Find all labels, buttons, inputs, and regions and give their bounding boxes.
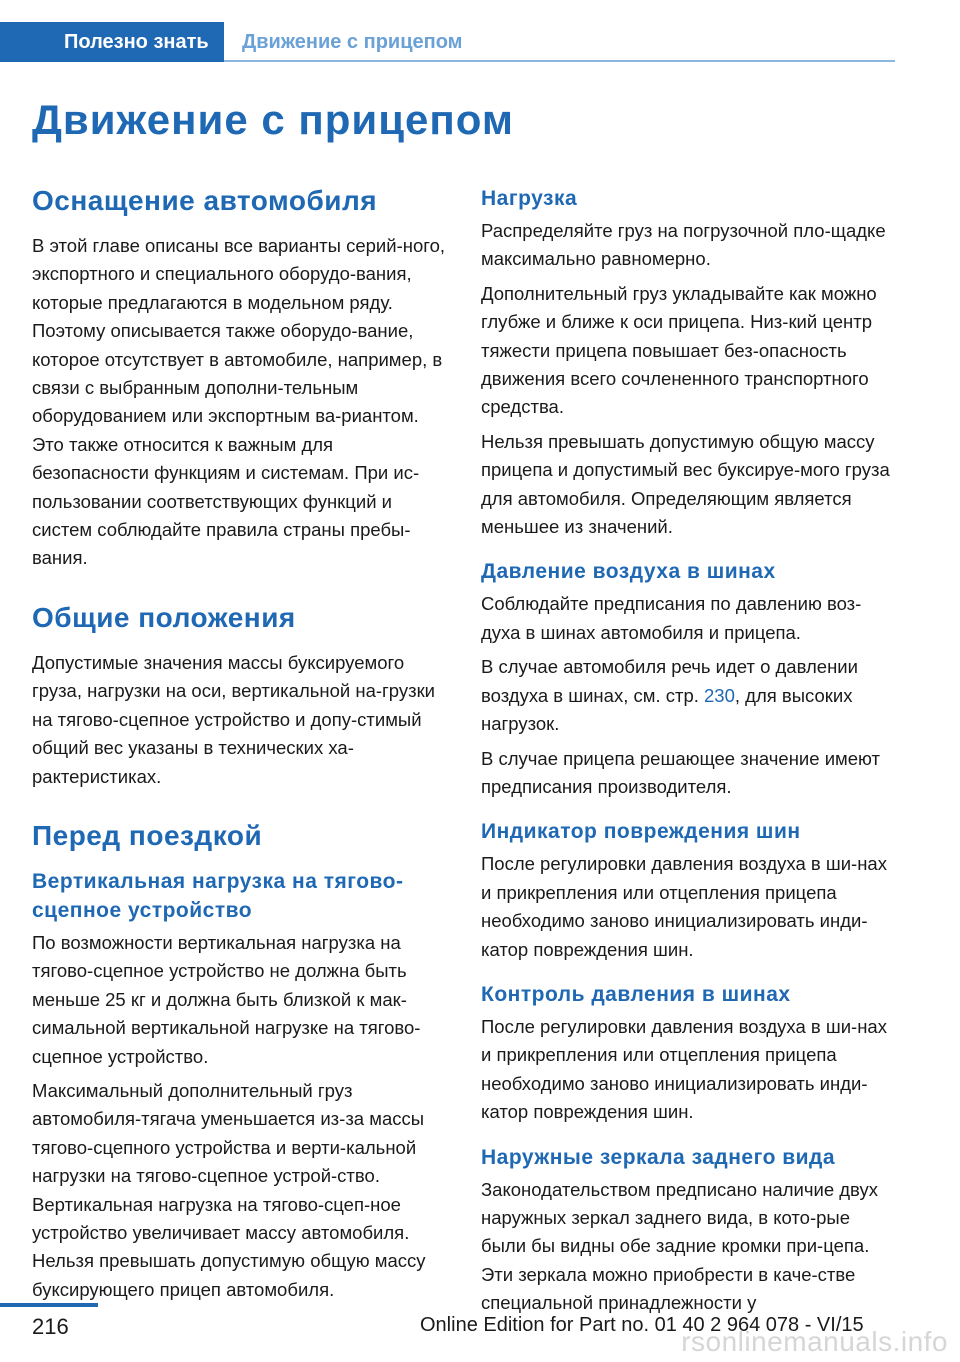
mirrors-heading: Наружные зеркала заднего вида <box>481 1145 836 1169</box>
vertical-load-heading: Вертикальная нагрузка на тягово-сцепное устройство <box>32 869 404 922</box>
before-trip-heading: Перед поездкой <box>32 819 263 851</box>
tire-pressure-text-1: Соблюдайте предписания по давлению воз-духа в шинах автомобиля и прицепа. <box>481 593 862 643</box>
edition-info: Online Edition for Part no. 01 40 2 964 078 - VI/15 <box>420 1314 864 1336</box>
tire-pressure-text-2 <box>481 653 897 738</box>
equipment-text: В этой главе описаны все варианты серий-ного, экспортного и специального оборудо-вания, которые предлагаются в модельном ряду. Поэтому описывается также оборудо-вание, которое отсутствует в автомобиле, например, в связи с выбранным дополни-тельным оборудованием или экспортным ва-риантом. Это также относится к важным для безопасности функциям и системам. При ис-пользовании соответствующих функций и систем соблюдайте правила страны пребы-вания. <box>32 235 446 569</box>
load-text-1: Распределяйте груз на погрузочной пло-щадке максимально равномерно. <box>481 220 886 270</box>
vertical-load-text-1: По возможности вертикальная нагрузка на тягово-сцепное устройство не должна быть меньше 25 кг и должна быть близкой к мак-симальной вертикальной нагрузке на тягово-сцепное устройство. <box>32 931 421 1067</box>
page-number: 216 <box>32 1314 69 1339</box>
load-text-3: Нельзя превышать допустимую общую массу прицепа и допустимый вес буксируе-мого груза для автомобиля. Определяющим является меньшее из значений. <box>481 430 890 538</box>
page-header <box>0 0 960 64</box>
general-text: Допустимые значения массы буксируемого груза, нагрузки на оси, вертикальной на-грузки на тягово-сцепное устройство и допу-стимый общий вес указаны в технических ха-рактеристиках. <box>32 651 436 787</box>
pressure-control-heading: Контроль давления в шинах <box>481 982 791 1006</box>
page-title: Движение с прицепом <box>32 96 514 143</box>
tire-pressure-text-3: В случае прицепа решающее значение имеют предписания производителя. <box>481 747 880 797</box>
tab-section-useful-info[interactable]: Полезно знать <box>0 22 224 62</box>
header-divider <box>224 60 895 62</box>
tab-chapter-trailer[interactable]: Движение с прицепом <box>242 31 463 53</box>
equipment-heading: Оснащение автомобиля <box>32 185 378 216</box>
watermark: rsonlinemanuals.info <box>681 1326 948 1357</box>
left-column <box>32 184 448 1310</box>
tire-pressure-text-2-start: В случае автомобиля речь идет о давлении воздуха в шинах, см. стр. <box>481 656 858 706</box>
vertical-load-text-2: Максимальный дополнительный груз автомобиля-тягача уменьшается из-за массы тягово-сцепного устройства и верти-кальной нагрузки на тягово-сцепное устрой-ство. Вертикальная нагрузка на тягово-сцеп-ное устройство увеличивает массу автомобиля. Нельзя превышать допустимую общую массу буксирующего прицеп автомобиля. <box>32 1079 426 1300</box>
flat-tire-indicator-text: После регулировки давления воздуха в ши-нах и прикрепления или отцепления прицепа необходимо заново инициализировать инди-катор повреждения шин. <box>481 853 887 960</box>
page-reference-link[interactable]: 230 <box>704 684 735 706</box>
load-heading: Нагрузка <box>481 187 578 210</box>
mirrors-text: Законодательством предписано наличие двух наружных зеркал заднего вида, в кото-рые были бы видны обе задние кромки при-цепа. Эти зеркала можно приобрести в каче-стве специальной принадлежности у <box>481 1178 878 1314</box>
general-heading: Общие положения <box>32 601 296 633</box>
tire-pressure-text-2-end: , для высоких нагрузок. <box>481 684 853 735</box>
flat-tire-indicator-heading: Индикатор повреждения шин <box>481 820 801 844</box>
pressure-control-text: После регулировки давления воздуха в ши-нах и прикрепления или отцепления прицепа необходимо заново инициализировать инди-катор повреждения шин. <box>481 1015 887 1123</box>
load-text-2: Дополнительный груз укладывайте как можно глубже и ближе к оси прицепа. Низ-кий центр тяжести прицепа повышает без-опасность движения всего сочлененного транспортного средства. <box>481 282 877 418</box>
right-column <box>481 184 897 1324</box>
tire-pressure-heading: Давление воздуха в шинах <box>481 560 776 584</box>
footer-accent-bar <box>0 1303 98 1307</box>
